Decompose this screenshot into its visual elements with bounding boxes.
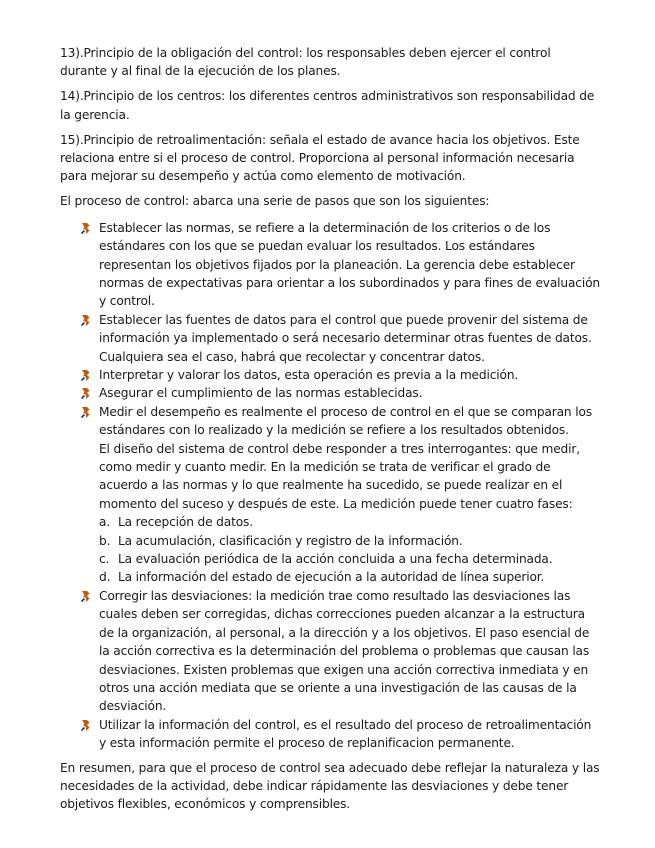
document-page	[60, 44, 600, 820]
pushpin-bullet-icon	[80, 719, 93, 732]
list-item: Establecer las fuentes de datos para el control que puede provenir del sistema de información ya implementado o será necesario determinar otras fuentes de datos. Cualquiera sea el caso, habrá que recolectar y concentrar datos.	[60, 311, 600, 366]
list-item: Interpretar y valorar los datos, esta operación es previa a la medición.	[60, 366, 600, 384]
process-intro: El proceso de control: abarca una serie de pasos que son los siguientes:	[60, 194, 490, 209]
pushpin-bullet-icon	[80, 369, 93, 382]
principle-15: 15).Principio de retroalimentación: señala el estado de avance hacia los objetivos. Este relaciona entre si el proceso de control. Proporciona al personal información necesaria para mejorar su desempeño y actúa como elemento de motivación.	[60, 132, 580, 184]
list-item: Asegurar el cumplimiento de las normas establecidas.	[60, 384, 600, 402]
pushpin-bullet-icon	[80, 387, 93, 400]
list-item: d. La información del estado de ejecución a la autoridad de línea superior.	[99, 570, 545, 585]
measurement-detail: El diseño del sistema de control debe responder a tres interrogantes: que medir, como medir y cuanto medir. En la medición se trata de verificar el grado de acuerdo a las normas y lo que realmente ha sucedido, se puede realizar en el momento del suceso y después de este. La medición puede tener cuatro fases:	[99, 441, 580, 511]
list-item: a. La recepción de datos.	[99, 515, 253, 530]
list-item: b. La acumulación, clasificación y registro de la información.	[99, 533, 463, 548]
list-item: Establecer las normas, se refiere a la determinación de los criterios o de los estándares con los que se puedan evaluar los resultados. Los estándares representan los objetivos fijados por la planeación. La gerencia debe establecer normas de expectativas para orientar a los subordinados y para fines de evaluación y control.	[60, 219, 600, 311]
list-item: c. La evaluación periódica de la acción concluida a una fecha determinada.	[99, 552, 553, 567]
summary-paragraph: En resumen, para que el proceso de control sea adecuado debe reflejar la naturaleza y las necesidades de la actividad, debe indicar rápidamente las desviaciones y debe tener objetivos flexibles, económicos y comprensibles.	[60, 760, 600, 812]
pushpin-bullet-icon	[80, 314, 93, 327]
pushpin-bullet-icon	[80, 406, 93, 419]
control-steps-list	[60, 219, 600, 753]
pushpin-bullet-icon	[80, 590, 93, 603]
measurement-phases-list	[99, 513, 600, 587]
pushpin-bullet-icon	[80, 222, 93, 235]
principle-14: 14).Principio de los centros: los diferentes centros administrativos son responsabilidad de la gerencia.	[60, 89, 595, 122]
list-item: Utilizar la información del control, es el resultado del proceso de retroalimentación y esta información permite el proceso de replanificacion permanente.	[60, 716, 600, 753]
principle-13: 13).Principio de la obligación del control: los responsables deben ejercer el control durante y al final de la ejecución de los planes.	[60, 46, 551, 79]
list-item: Medir el desempeño es realmente el proceso de control en el que se comparan los estándares con lo realizado y la medición se refiere a los resultados obtenidos. El diseño del sistema de control debe responder a tres interrogantes: que medir, como medir y cuanto medir. En la medición se trata de verificar el grado de acuerdo a las normas y lo que realmente ha sucedido, se puede realizar en el momento del suceso y después de este. La medición puede tener cuatro fases: a. La recepción de datos. b. La acumulación, clasificación y registro de la información. c. La evaluación periódica de la acción concluida a una fecha determinada. d. La información del estado de ejecución a la autoridad de línea superior.	[60, 403, 600, 587]
list-item: Corregir las desviaciones: la medición trae como resultado las desviaciones las cuales deben ser corregidas, dichas correcciones pueden alcanzar a la estructura de la organización, al personal, a la dirección y a los objetivos. El paso esencial de la acción correctiva es la determinación del problema o problemas que causan las desviaciones. Existen problemas que exigen una acción correctiva inmediata y en otros una acción mediata que se oriente a una investigación de las causas de la desviación.	[60, 587, 600, 716]
